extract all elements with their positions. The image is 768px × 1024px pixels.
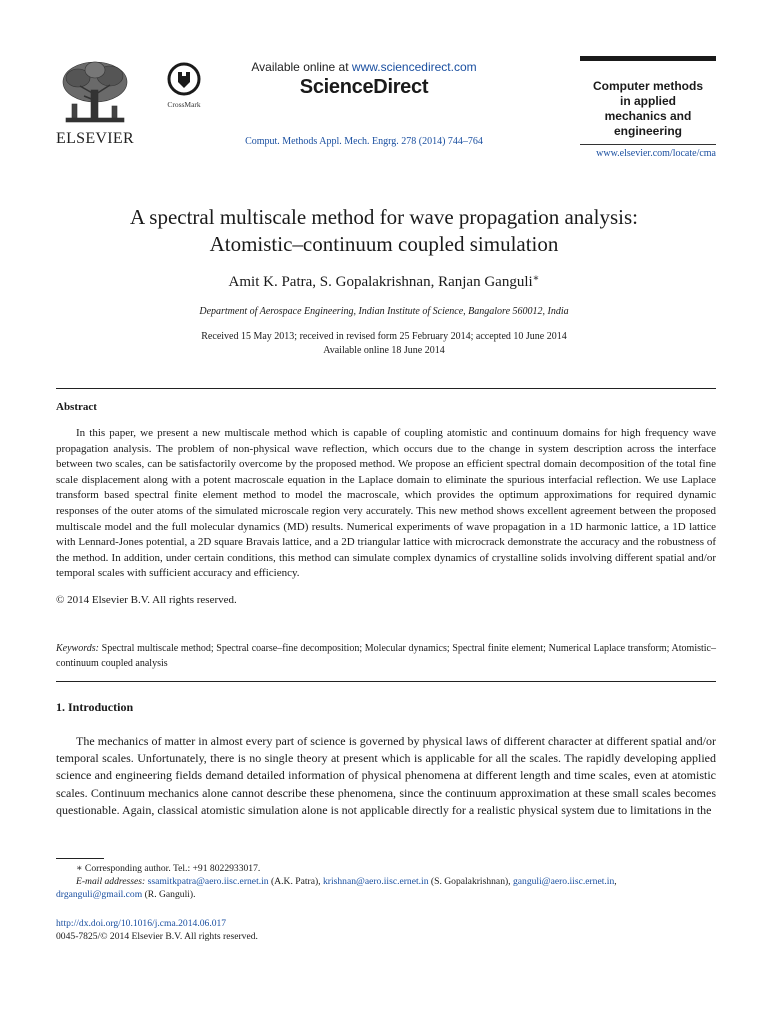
abstract-bottom-rule — [56, 681, 716, 682]
email-owner: (A.K. Patra), — [268, 876, 323, 887]
keywords-label: Keywords: — [56, 643, 99, 654]
crossmark-icon — [167, 62, 201, 98]
keywords — [56, 641, 716, 671]
journal-name-line: engineering — [613, 124, 682, 138]
email-addresses — [56, 875, 716, 888]
doi-block — [56, 917, 258, 943]
affiliation: Department of Aerospace Engineering, Indian Institute of Science, Bangalore 560012, India — [199, 306, 569, 317]
email-link-gopalakrishnan[interactable]: krishnan@aero.iisc.ernet.in — [322, 876, 429, 887]
article-title — [60, 204, 708, 258]
sciencedirect-link[interactable]: www.sciencedirect.com — [351, 60, 477, 74]
author-list — [60, 274, 708, 291]
corresponding-author-note: ∗ Corresponding author. Tel.: +91 8022933017. — [76, 863, 261, 874]
journal-url-link[interactable]: www.elsevier.com/locate/cma — [596, 148, 716, 159]
available-online-date: Available online 18 June 2014 — [323, 345, 445, 356]
authors-text: Amit K. Patra, S. Gopalakrishnan, Ranjan Ganguli — [228, 274, 533, 290]
cover-divider — [580, 144, 716, 145]
journal-citation[interactable]: Comput. Methods Appl. Mech. Engrg. 278 (2014) 744–764 — [245, 136, 483, 147]
available-prefix: Available online at — [251, 60, 352, 74]
abstract-copyright: © 2014 Elsevier B.V. All rights reserved. — [56, 594, 237, 606]
journal-name-line: in applied — [619, 94, 676, 108]
email-owner: (R. Ganguli). — [142, 889, 196, 900]
elsevier-logo — [52, 60, 138, 150]
abstract-top-rule — [56, 388, 716, 389]
abstract-heading: Abstract — [56, 401, 97, 413]
sciencedirect-brand: ScienceDirect — [299, 76, 429, 98]
journal-cover-title — [580, 56, 716, 146]
email-label: E-mail addresses: — [76, 876, 146, 887]
email-owner: (S. Gopalakrishnan), — [428, 876, 513, 887]
issn-copyright: 0045-7825/© 2014 Elsevier B.V. All rights reserved. — [56, 931, 258, 942]
abstract-text: In this paper, we present a new multiscale method which is capable of coupling atomistic and continuum domains for high frequency wave propagation analysis. The problem of non-physical wave reflection, which occurs due to the change in system description across the interface between two scales, can be satisfactorily overcome by the proposed method. We propose an efficient spectral domain decomposition of the total fine scale displacement along with a potent macroscale equation in the Laplace domain to eliminate the spurious interfacial reflection. We use Laplace transform based spectral finite element method to model the macroscale, which provides the optimum approximations for required dynamic responses of the outer atoms of the simulated microscale region very accurately. This new method shows excellent agreement between the proposed multiscale model and the full molecular dynamics (MD) results. Numerical experiments of wave propagation in a 1D harmonic lattice, a 1D lattice with Lennard-Jones potential, a 2D square Bravais lattice, and a 2D triangular lattice with microcrack demonstrate the accuracy and the robustness of the method. In addition, under certain conditions, this method can simulate complex dynamics of crystalline solids involving different spatial and/or temporal scales with sufficient accuracy and efficiency. — [56, 427, 716, 580]
email-separator: , — [614, 876, 617, 887]
article-history — [60, 330, 708, 358]
footnotes — [56, 862, 716, 901]
title-line: A spectral multiscale method for wave propagation analysis: — [130, 205, 638, 229]
footnote-rule — [56, 858, 104, 859]
doi-link[interactable]: http://dx.doi.org/10.1016/j.cma.2014.06.017 — [56, 918, 227, 929]
email-link-ganguli[interactable]: ganguli@aero.iisc.ernet.in — [512, 876, 615, 887]
email-link-patra[interactable]: ssamitkpatra@aero.iisc.ernet.in — [147, 876, 269, 887]
journal-name-line: Computer methods — [592, 79, 703, 93]
keywords-text: Spectral multiscale method; Spectral coarse–fine decomposition; Molecular dynamics; Spectral finite element; Numerical Laplace transform; Atomistic–continuum coupled analysis — [56, 643, 716, 669]
journal-header — [0, 0, 768, 170]
section-heading-introduction: 1. Introduction — [56, 700, 134, 714]
available-online-line — [228, 60, 500, 74]
email-link-ganguli-alt[interactable]: drganguli@gmail.com — [56, 889, 143, 900]
journal-name-line: mechanics and — [604, 109, 692, 123]
crossmark-badge[interactable] — [164, 62, 204, 110]
corresponding-author-mark[interactable]: ∗ — [532, 273, 540, 284]
publisher-name: ELSEVIER — [56, 130, 134, 147]
received-dates: Received 15 May 2013; received in revised form 25 February 2014; accepted 10 June 2014 — [201, 331, 567, 342]
title-line: Atomistic–continuum coupled simulation — [209, 232, 559, 256]
email-addresses-cont — [56, 888, 716, 901]
elsevier-tree-icon — [58, 60, 132, 128]
crossmark-label: CrossMark — [167, 100, 201, 109]
introduction-paragraph: The mechanics of matter in almost every part of science is governed by physical laws of different character at different spatial and/or temporal scales. Unfortunately, there is no single theory at present which is applicable for all the scales. The rapidly developing applied science and engineering fields demand detailed information of physical phenomena at different length and time scales, even at atomistic scales. Continuum mechanics alone cannot describe these phenomena, since the continuum approximation at these small scales becomes questionable. Again, classical atomistic simulation alone is not applicable directly for a realistic physical system due to limitations in the — [56, 734, 716, 817]
